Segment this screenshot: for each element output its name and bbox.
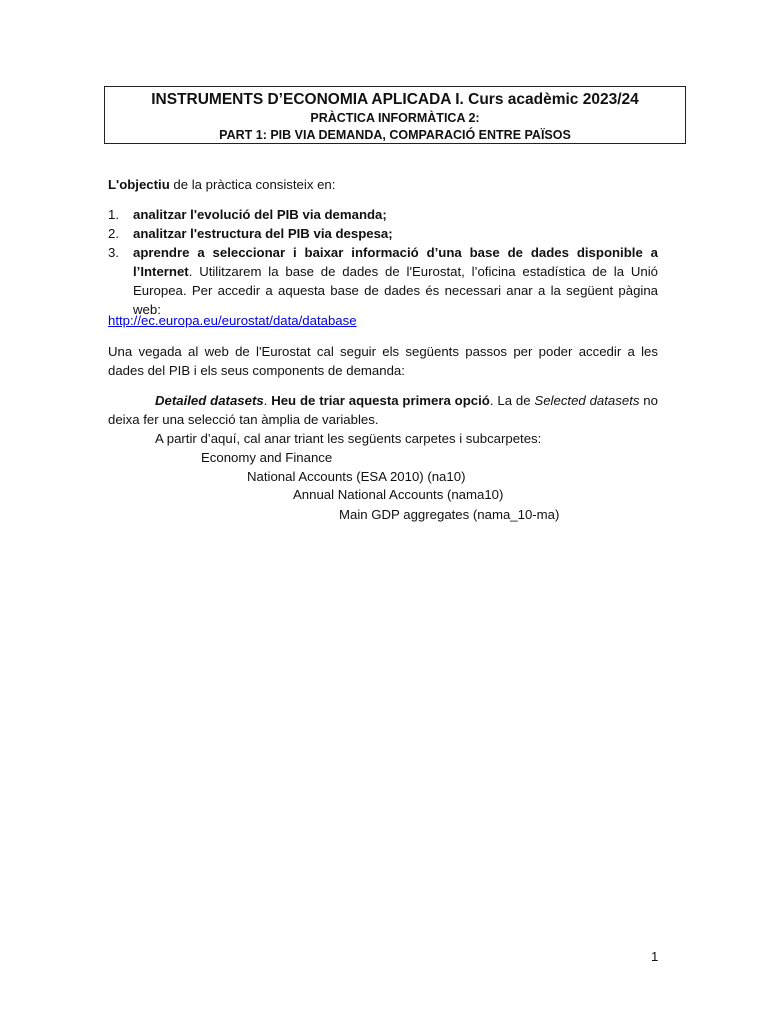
text-rest: no deixa fer una selecció tan àmplia de variables.: [108, 393, 658, 427]
document-title: INSTRUMENTS D’ECONOMIA APLICADA I. Curs acadèmic 2023/24: [151, 91, 639, 108]
list-item-punct: .: [188, 264, 193, 279]
folder-level-3: Annual National Accounts (nama10): [293, 487, 504, 502]
list-item: [133, 243, 658, 319]
list-number: 1.: [108, 207, 119, 222]
intro-text: de la pràctica consisteix en:: [169, 177, 336, 192]
list-item-text: analitzar l'evolució del PIB via demanda;: [133, 207, 387, 222]
intro-paragraph: [108, 175, 335, 194]
text-punct: .: [263, 393, 272, 408]
selected-datasets-text: Selected datasets: [534, 393, 640, 408]
list-item-text: aprendre a seleccionar i baixar informació d’una base de dades disponible a l’Internet: [133, 245, 658, 279]
folder-level-1: Economy and Finance: [201, 450, 333, 465]
list-item-text: analitzar l'estructura del PIB via despesa;: [133, 226, 393, 241]
document-subtitle-part: PART 1: PIB VIA DEMANDA, COMPARACIÓ ENTRE PAÏSOS: [219, 128, 571, 142]
document-subtitle: PRÀCTICA INFORMÀTICA 2:: [310, 111, 480, 125]
detailed-datasets-text: Detailed datasets: [155, 393, 264, 408]
datasets-paragraph: [108, 391, 658, 429]
list-item: [133, 205, 658, 224]
list-number: 2.: [108, 226, 119, 241]
instruction-bold: Heu de triar aquesta primera opció: [271, 393, 490, 408]
steps-paragraph: Una vegada al web de l'Eurostat cal seguir els següents passos per poder accedir a les dades del PIB i els seus components de demanda:: [108, 344, 658, 378]
title-box: [104, 86, 686, 144]
list-number: 3.: [108, 245, 119, 260]
text-mid: . La de: [489, 393, 535, 408]
folder-level-4: Main GDP aggregates (nama_10-ma): [339, 507, 560, 522]
list-item: [133, 224, 658, 243]
page-number: 1: [651, 949, 659, 964]
intro-bold: L'objectiu: [108, 177, 170, 192]
eurostat-link[interactable]: http://ec.europa.eu/eurostat/data/database: [108, 313, 357, 328]
folder-level-2: National Accounts (ESA 2010) (na10): [247, 469, 466, 484]
list-item-continuation: Utilitzarem la base de dades de l'Eurostat, l’oficina estadística de la Unió Europea. Per accedir a aquesta base de dades és necessari anar a la següent pàgina web:: [133, 264, 658, 317]
folders-intro: A partir d’aquí, cal anar triant les següents carpetes i subcarpetes:: [155, 431, 542, 446]
